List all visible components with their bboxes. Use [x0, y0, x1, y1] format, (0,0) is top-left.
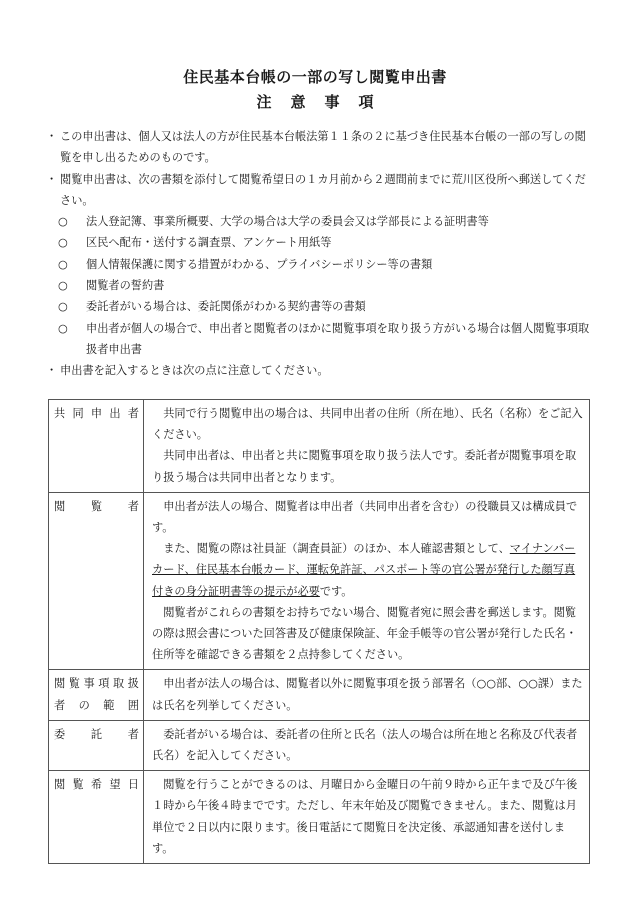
row-text: 共同申出者は、申出者と共に閲覧事項を取り扱う法人です。委託者が閲覧事項を取り扱う場合は共同申出者となります。	[152, 449, 577, 484]
row-heading-viewer: 閲覧者	[49, 492, 144, 670]
attachment-item: ○ 閲覧者の誓約書	[46, 275, 594, 296]
row-text	[152, 538, 583, 602]
row-heading-desired-date: 閲覧希望日	[49, 771, 144, 864]
attachment-item: ○ 個人情報保護に関する措置がわかる、プライバシーポリシー等の書類	[46, 254, 594, 275]
row-content	[144, 670, 590, 720]
intro-section	[46, 126, 594, 382]
table-row	[49, 720, 590, 770]
row-heading-handler-scope: 閲覧事項取扱 者 の 範 囲	[49, 670, 144, 720]
table-row	[49, 771, 590, 864]
row-text-part: です。	[319, 584, 353, 598]
row-heading-consignor: 委託者	[49, 720, 144, 770]
table-row	[49, 670, 590, 720]
attachment-item: ○ 法人登記簿、事業所概要、大学の場合は大学の委員会又は学部長による証明書等	[46, 211, 594, 232]
row-content	[144, 400, 590, 493]
attachment-item: ○ 委託者がいる場合は、委託関係がわかる契約書等の書類	[46, 296, 594, 317]
row-text: 閲覧者がこれらの書類をお持ちでない場合、閲覧者宛に照会書を郵送します。閲覧の際は照会書についた回答書及び健康保険証、年金手帳等の官公署が発行した氏名・住所等を確認できる書類を２点持参してください。	[152, 605, 577, 662]
row-heading-joint-applicant: 共同申出者	[49, 400, 144, 493]
row-text: 閲覧を行うことができるのは、月曜日から金曜日の午前９時から正午まで及び午後１時から午後４時までです。ただし、年末年始及び閲覧できません。また、閲覧は月単位で２日以内に限ります。後日電話にて閲覧日を決定後、承認通知書を送付します。	[152, 778, 578, 855]
row-text: 共同で行う閲覧申出の場合は、共同申出者の住所（所在地）、氏名（名称）をご記入ください。	[152, 407, 583, 442]
row-text-part: また、閲覧の際は社員証（調査員証）のほか、本人確認書類として、	[163, 542, 510, 556]
document-subtitle: 注意事項	[256, 93, 393, 111]
row-text: 申出者が法人の場合は、閲覧者以外に閲覧事項を扱う部署名（○○部、○○課）または氏名を列挙してください。	[152, 677, 583, 712]
document-title: 住民基本台帳の一部の写し閲覧申出書	[183, 68, 447, 86]
table-row	[49, 400, 590, 493]
intro-bullet-submission: ・ 閲覧申出書は、次の書類を添付して閲覧希望日の１カ月前から２週間前までに荒川区役所へ郵送してください。	[46, 169, 594, 212]
row-content	[144, 492, 590, 670]
underlined-requirement: マイナンバーカード、住民基本台帳カード、運転免許証、パスポート等の官公署が発行した顔写真付きの身分証明書等の提示が必要	[152, 542, 576, 598]
intro-bullet-notes: ・ 申出書を記入するときは次の点に注意してください。	[46, 360, 594, 381]
row-content	[144, 720, 590, 770]
attachment-item: ○ 区民へ配布・送付する調査票、アンケート用紙等	[46, 232, 594, 253]
row-text: 申出者が法人の場合、閲覧者は申出者（共同申出者を含む）の役職員又は構成員です。	[152, 499, 578, 535]
attachment-item: ○ 申出者が個人の場合で、申出者と閲覧者のほかに閲覧事項を取り扱う方がいる場合は個人閲覧事項取扱者申出書	[46, 318, 594, 361]
row-text: 委託者がいる場合は、委託者の住所と氏名（法人の場合は所在地と名称及び代表者氏名）を記入してください。	[152, 727, 578, 763]
intro-bullet-purpose: ・ この申出書は、個人又は法人の方が住民基本台帳法第１１条の２に基づき住民基本台帳の一部の写しの閲覧を申し出るためのものです。	[46, 126, 594, 169]
table-row	[49, 492, 590, 670]
row-content	[144, 771, 590, 864]
notes-table	[48, 399, 590, 864]
